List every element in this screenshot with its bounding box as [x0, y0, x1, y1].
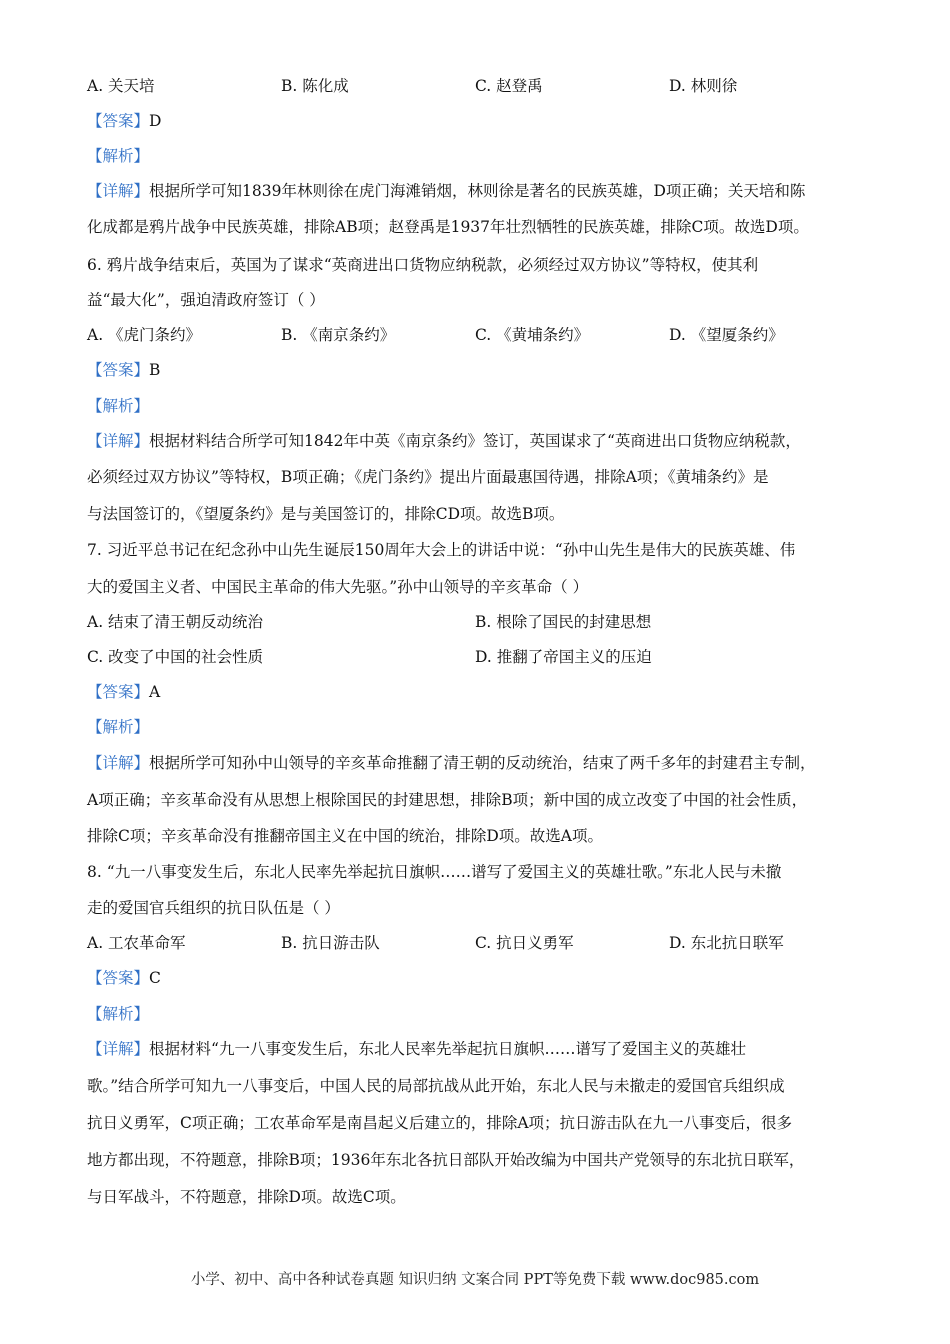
- answer-tag: 【答案】: [87, 112, 150, 130]
- q7-analysis-tag: 【解析】: [87, 718, 150, 736]
- answer-value: A: [149, 683, 161, 701]
- answer-tag: 【答案】: [87, 361, 150, 379]
- q6-detail-line-1: [87, 430, 801, 452]
- q7-option-c: C. 改变了中国的社会性质: [87, 648, 264, 666]
- q5-option-b: B. 陈化成: [281, 77, 349, 95]
- answer-value: B: [149, 361, 161, 379]
- q7-option-b: B. 根除了国民的封建思想: [475, 613, 652, 631]
- q8-detail-line-1: [87, 1038, 746, 1060]
- page-footer: 小学、初中、高中各种试卷真题 知识归纳 文案合同 PPT等免费下载 www.doc985.com: [190, 1272, 760, 1288]
- q5-option-c: C. 赵登禹: [475, 77, 543, 95]
- answer-tag: 【答案】: [87, 969, 150, 987]
- q6-answer: [87, 359, 160, 381]
- q7-detail-line-3: 排除C项；辛亥革命没有推翻帝国主义在中国的统治，排除D项。故选A项。: [87, 827, 603, 845]
- detail-text: 根据材料“九一八事变发生后，东北人民率先举起抗日旗帜……谱写了爱国主义的英雄壮: [149, 1040, 746, 1058]
- q7-stem-line-2: 大的爱国主义者、中国民主革命的伟大先驱。”孙中山领导的辛亥革命（ ）: [87, 578, 589, 596]
- q6-detail-line-2: 必须经过双方协议”等特权，B项正确；《虎门条约》提出片面最惠国待遇，排除A项；《黄埔条约》是: [87, 468, 769, 486]
- q5-detail-line-2: 化成都是鸦片战争中民族英雄，排除AB项；赵登禹是1937年壮烈牺牲的民族英雄，排除C项。故选D项。: [87, 218, 809, 236]
- answer-value: D: [149, 112, 162, 130]
- q6-option-c: C. 《黄埔条约》: [475, 326, 590, 344]
- q6-option-a: A. 《虎门条约》: [87, 326, 202, 344]
- q8-detail-line-3: 抗日义勇军，C项正确；工农革命军是南昌起义后建立的，排除A项；抗日游击队在九一八事变后，很多: [87, 1114, 793, 1132]
- q8-stem-line-1: 8. “九一八事变发生后，东北人民率先举起抗日旗帜……谱写了爱国主义的英雄壮歌。”东北人民与未撤: [87, 863, 782, 881]
- answer-tag: 【答案】: [87, 683, 150, 701]
- detail-tag: 【详解】: [87, 432, 150, 450]
- q5-option-d: D. 林则徐: [669, 77, 738, 95]
- q8-detail-line-4: 地方都出现，不符题意，排除B项；1936年东北各抗日部队开始改编为中国共产党领导的东北抗日联军，: [87, 1151, 805, 1169]
- q7-answer: [87, 681, 160, 703]
- q8-option-c: C. 抗日义勇军: [475, 934, 574, 952]
- q7-stem-line-1: 7. 习近平总书记在纪念孙中山先生诞辰150周年大会上的讲话中说：“孙中山先生是伟大的民族英雄、伟: [87, 541, 796, 559]
- detail-text: 根据所学可知1839年林则徐在虎门海滩销烟，林则徐是著名的民族英雄，D项正确；关天培和陈: [149, 182, 806, 200]
- detail-text: 根据所学可知孙中山领导的辛亥革命推翻了清王朝的反动统治，结束了两千多年的封建君主专制，: [149, 754, 816, 772]
- q5-detail-line-1: [87, 180, 805, 202]
- detail-tag: 【详解】: [87, 182, 150, 200]
- q8-detail-line-5: 与日军战斗，不符题意，排除D项。故选C项。: [87, 1188, 406, 1206]
- q8-detail-line-2: 歌。”结合所学可知九一八事变后，中国人民的局部抗战从此开始，东北人民与未撤走的爱国官兵组织成: [87, 1077, 785, 1095]
- q8-option-a: A. 工农革命军: [87, 934, 186, 952]
- q8-answer: [87, 967, 161, 989]
- q6-stem-line-1: 6. 鸦片战争结束后，英国为了谋求“英商进出口货物应纳税款，必须经过双方协议”等特权，使其利: [87, 256, 759, 274]
- q7-option-d: D. 推翻了帝国主义的压迫: [475, 648, 652, 666]
- q5-analysis-tag: 【解析】: [87, 147, 150, 165]
- q7-detail-line-2: A项正确；辛亥革命没有从思想上根除国民的封建思想，排除B项；新中国的成立改变了中国的社会性质，: [87, 791, 808, 809]
- answer-value: C: [149, 969, 161, 987]
- q8-option-b: B. 抗日游击队: [281, 934, 380, 952]
- detail-tag: 【详解】: [87, 1040, 150, 1058]
- q5-option-a: A. 关天培: [87, 77, 155, 95]
- detail-tag: 【详解】: [87, 754, 150, 772]
- q8-analysis-tag: 【解析】: [87, 1005, 150, 1023]
- q6-analysis-tag: 【解析】: [87, 397, 150, 415]
- q6-detail-line-3: 与法国签订的，《望厦条约》是与美国签订的，排除CD项。故选B项。: [87, 505, 565, 523]
- q8-option-d: D. 东北抗日联军: [669, 934, 784, 952]
- q8-stem-line-2: 走的爱国官兵组织的抗日队伍是（ ）: [87, 899, 340, 917]
- q6-stem-line-2: 益“最大化”，强迫清政府签订（ ）: [87, 291, 325, 309]
- q7-detail-line-1: [87, 752, 816, 774]
- q5-answer: [87, 110, 161, 132]
- q6-option-d: D. 《望厦条约》: [669, 326, 784, 344]
- q6-option-b: B. 《南京条约》: [281, 326, 396, 344]
- q7-option-a: A. 结束了清王朝反动统治: [87, 613, 264, 631]
- detail-text: 根据材料结合所学可知1842年中英《南京条约》签订，英国谋求了“英商进出口货物应纳税款，: [149, 432, 801, 450]
